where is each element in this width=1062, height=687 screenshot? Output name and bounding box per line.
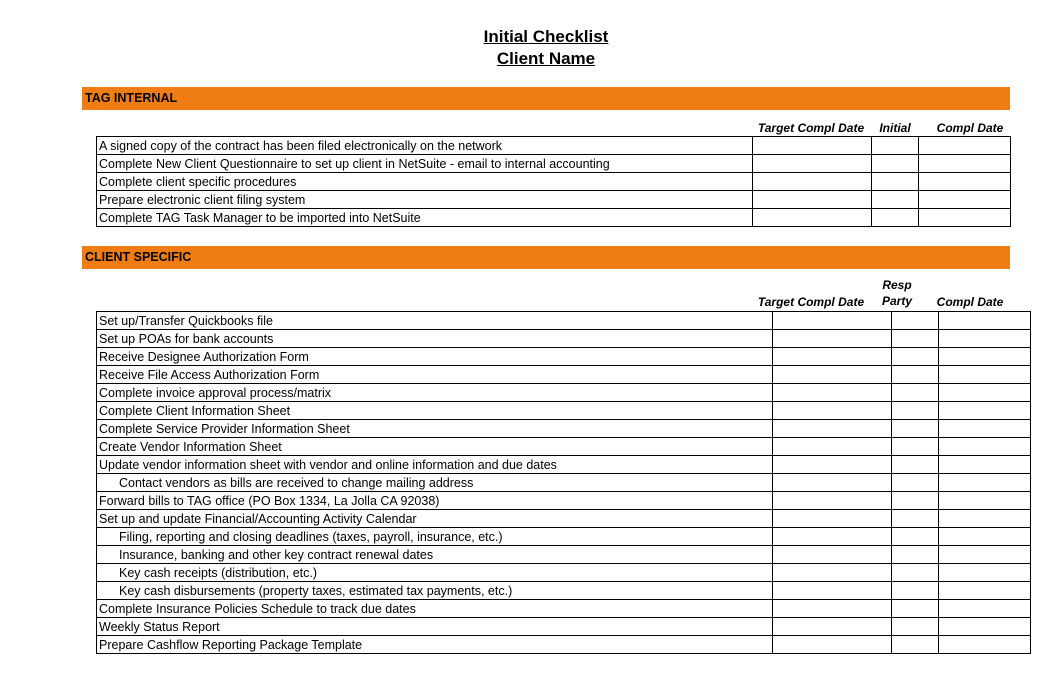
initial-cell[interactable] <box>872 155 919 173</box>
column-header-compl-date: Compl Date <box>936 295 1004 309</box>
table-row <box>97 155 1011 173</box>
compl-date-cell[interactable] <box>939 528 1031 546</box>
initial-cell[interactable] <box>872 137 919 155</box>
initial-cell[interactable] <box>892 384 939 402</box>
document-title: Initial Checklist <box>483 27 609 46</box>
initial-cell[interactable] <box>892 402 939 420</box>
initial-cell[interactable] <box>872 173 919 191</box>
compl-date-cell[interactable] <box>939 600 1031 618</box>
target-compl-date-cell[interactable] <box>773 402 892 420</box>
column-header-target-compl-date: Target Compl Date <box>757 121 865 135</box>
target-compl-date-cell[interactable] <box>773 312 892 330</box>
column-header-compl-date: Compl Date <box>936 121 1004 135</box>
target-compl-date-cell[interactable] <box>753 191 872 209</box>
initial-cell[interactable] <box>892 420 939 438</box>
compl-date-cell[interactable] <box>939 348 1031 366</box>
compl-date-cell[interactable] <box>939 330 1031 348</box>
column-header-target-compl-date: Target Compl Date <box>757 295 865 309</box>
initial-cell[interactable] <box>892 636 939 654</box>
compl-date-cell[interactable] <box>939 510 1031 528</box>
compl-date-cell[interactable] <box>939 420 1031 438</box>
task-description: Set up and update Financial/Accounting Activity Calendar <box>97 510 773 528</box>
initial-cell[interactable] <box>872 191 919 209</box>
compl-date-cell[interactable] <box>919 173 1011 191</box>
target-compl-date-cell[interactable] <box>773 456 892 474</box>
task-description: Insurance, banking and other key contract renewal dates <box>97 546 773 564</box>
initial-cell[interactable] <box>892 438 939 456</box>
target-compl-date-cell[interactable] <box>773 510 892 528</box>
target-compl-date-cell[interactable] <box>753 137 872 155</box>
initial-cell[interactable] <box>892 474 939 492</box>
table-row <box>97 546 1031 564</box>
column-header-party: Party <box>881 294 913 308</box>
table-row <box>97 402 1031 420</box>
target-compl-date-cell[interactable] <box>773 528 892 546</box>
task-description: Key cash disbursements (property taxes, estimated tax payments, etc.) <box>97 582 773 600</box>
target-compl-date-cell[interactable] <box>773 438 892 456</box>
table-row <box>97 209 1011 227</box>
compl-date-cell[interactable] <box>939 384 1031 402</box>
initial-cell[interactable] <box>892 366 939 384</box>
target-compl-date-cell[interactable] <box>773 474 892 492</box>
table-row <box>97 636 1031 654</box>
initial-cell[interactable] <box>892 528 939 546</box>
target-compl-date-cell[interactable] <box>773 330 892 348</box>
task-description: Prepare Cashflow Reporting Package Template <box>97 636 773 654</box>
target-compl-date-cell[interactable] <box>773 636 892 654</box>
task-description: Create Vendor Information Sheet <box>97 438 773 456</box>
table-row <box>97 618 1031 636</box>
compl-date-cell[interactable] <box>919 137 1011 155</box>
target-compl-date-cell[interactable] <box>773 618 892 636</box>
initial-cell[interactable] <box>892 330 939 348</box>
compl-date-cell[interactable] <box>939 456 1031 474</box>
client-checklist-table <box>96 311 1031 654</box>
target-compl-date-cell[interactable] <box>773 420 892 438</box>
task-description: Forward bills to TAG office (PO Box 1334, La Jolla CA 92038) <box>97 492 773 510</box>
initial-cell[interactable] <box>892 348 939 366</box>
compl-date-cell[interactable] <box>939 564 1031 582</box>
compl-date-cell[interactable] <box>939 312 1031 330</box>
section-header-tag-internal: TAG INTERNAL <box>82 87 1010 110</box>
target-compl-date-cell[interactable] <box>773 348 892 366</box>
task-description: Set up/Transfer Quickbooks file <box>97 312 773 330</box>
initial-cell[interactable] <box>892 312 939 330</box>
task-description: Receive Designee Authorization Form <box>97 348 773 366</box>
task-description: Complete TAG Task Manager to be imported into NetSuite <box>97 209 753 227</box>
compl-date-cell[interactable] <box>939 438 1031 456</box>
target-compl-date-cell[interactable] <box>773 564 892 582</box>
target-compl-date-cell[interactable] <box>753 209 872 227</box>
initial-cell[interactable] <box>892 510 939 528</box>
target-compl-date-cell[interactable] <box>753 155 872 173</box>
initial-cell[interactable] <box>872 209 919 227</box>
table-row <box>97 366 1031 384</box>
compl-date-cell[interactable] <box>919 209 1011 227</box>
table-row <box>97 438 1031 456</box>
task-description: Filing, reporting and closing deadlines (taxes, payroll, insurance, etc.) <box>97 528 773 546</box>
compl-date-cell[interactable] <box>939 636 1031 654</box>
table-row <box>97 564 1031 582</box>
compl-date-cell[interactable] <box>939 366 1031 384</box>
target-compl-date-cell[interactable] <box>773 492 892 510</box>
table-row <box>97 510 1031 528</box>
task-description: Complete Client Information Sheet <box>97 402 773 420</box>
task-description: Receive File Access Authorization Form <box>97 366 773 384</box>
target-compl-date-cell[interactable] <box>753 173 872 191</box>
initial-cell[interactable] <box>892 600 939 618</box>
initial-cell[interactable] <box>892 492 939 510</box>
initial-cell[interactable] <box>892 582 939 600</box>
table-row <box>97 312 1031 330</box>
table-row <box>97 137 1011 155</box>
task-description: Update vendor information sheet with vendor and online information and due dates <box>97 456 773 474</box>
compl-date-cell[interactable] <box>919 155 1011 173</box>
target-compl-date-cell[interactable] <box>773 600 892 618</box>
target-compl-date-cell[interactable] <box>773 582 892 600</box>
client-name-title: Client Name <box>496 49 596 68</box>
compl-date-cell[interactable] <box>919 191 1011 209</box>
task-description: Contact vendors as bills are received to change mailing address <box>97 474 773 492</box>
table-row <box>97 492 1031 510</box>
table-row <box>97 384 1031 402</box>
compl-date-cell[interactable] <box>939 402 1031 420</box>
document-title-block <box>0 26 1062 70</box>
task-description: Complete client specific procedures <box>97 173 753 191</box>
table-row <box>97 582 1031 600</box>
table-row <box>97 474 1031 492</box>
task-description: Key cash receipts (distribution, etc.) <box>97 564 773 582</box>
target-compl-date-cell[interactable] <box>773 366 892 384</box>
table-row <box>97 330 1031 348</box>
task-description: Prepare electronic client filing system <box>97 191 753 209</box>
column-header-resp: Resp <box>882 278 912 292</box>
table-row <box>97 191 1011 209</box>
internal-checklist-table <box>96 136 1011 227</box>
task-description: Complete Insurance Policies Schedule to track due dates <box>97 600 773 618</box>
task-description: Complete Service Provider Information Sheet <box>97 420 773 438</box>
initial-cell[interactable] <box>892 456 939 474</box>
task-description: Set up POAs for bank accounts <box>97 330 773 348</box>
initial-cell[interactable] <box>892 546 939 564</box>
compl-date-cell[interactable] <box>939 546 1031 564</box>
compl-date-cell[interactable] <box>939 618 1031 636</box>
table-row <box>97 456 1031 474</box>
table-row <box>97 600 1031 618</box>
task-description: A signed copy of the contract has been filed electronically on the network <box>97 137 753 155</box>
table-row <box>97 528 1031 546</box>
task-description: Complete New Client Questionnaire to set up client in NetSuite - email to internal accounting <box>97 155 753 173</box>
target-compl-date-cell[interactable] <box>773 546 892 564</box>
column-header-initial: Initial <box>879 121 911 135</box>
target-compl-date-cell[interactable] <box>773 384 892 402</box>
section-header-client-specific: CLIENT SPECIFIC <box>82 246 1010 269</box>
table-row <box>97 173 1011 191</box>
compl-date-cell[interactable] <box>939 582 1031 600</box>
table-row <box>97 420 1031 438</box>
task-description: Weekly Status Report <box>97 618 773 636</box>
initial-cell[interactable] <box>892 618 939 636</box>
compl-date-cell[interactable] <box>939 492 1031 510</box>
task-description: Complete invoice approval process/matrix <box>97 384 773 402</box>
compl-date-cell[interactable] <box>939 474 1031 492</box>
initial-cell[interactable] <box>892 564 939 582</box>
table-row <box>97 348 1031 366</box>
